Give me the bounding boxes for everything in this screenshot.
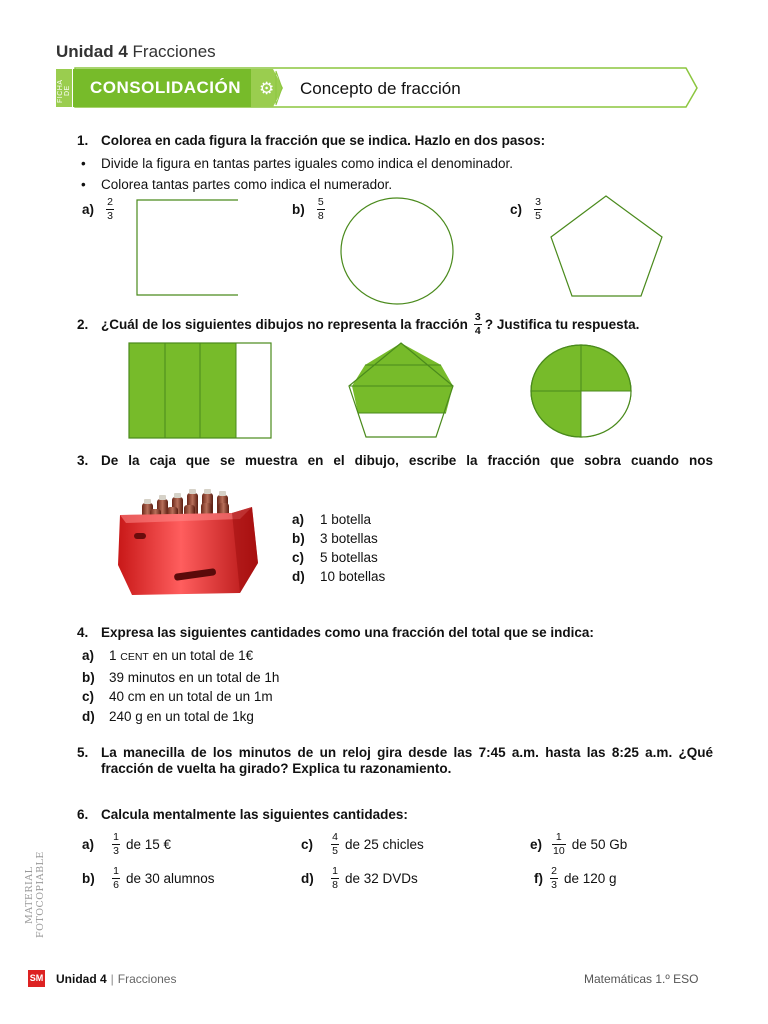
item-text: 240 g en un total de 1kg bbox=[109, 708, 254, 724]
item-text-post: en un total de 1€ bbox=[148, 648, 254, 663]
pentagon-option[interactable] bbox=[347, 341, 455, 440]
item-text: de 32 DVDs bbox=[345, 871, 418, 886]
option-text: 5 botellas bbox=[320, 550, 378, 565]
footer-unit-label: Unidad 4 bbox=[56, 972, 107, 986]
q1-bullet-1: • Divide la figura en tantas partes iguales como indica el denominador. bbox=[101, 156, 513, 171]
q6-number: 6. bbox=[77, 807, 89, 822]
fraction-denominator: 10 bbox=[553, 845, 565, 857]
footer-topic: Fracciones bbox=[117, 972, 177, 986]
q2-text-before: ¿Cuál de los siguientes dibujos no representa la fracción bbox=[101, 317, 468, 332]
circle-option[interactable] bbox=[529, 343, 633, 439]
q4-items bbox=[82, 646, 279, 726]
section-label: CONSOLIDACIÓN bbox=[90, 78, 241, 97]
q5-line-1: La manecilla de los minutos de un reloj gira desde las 7:45 a.m. hasta las 8:25 a.m. ¿Qué bbox=[101, 745, 713, 760]
pentagon-figure[interactable] bbox=[548, 193, 666, 299]
option-label: c) bbox=[292, 550, 305, 565]
footer-unit bbox=[56, 972, 176, 986]
q1-item-b-label: b) bbox=[292, 202, 305, 217]
q1-number: 1. bbox=[77, 133, 89, 148]
fraction-numerator: 4 bbox=[332, 831, 338, 843]
q4-statement bbox=[77, 625, 594, 640]
item-label: c) bbox=[301, 837, 314, 852]
item-text: 40 cm en un total de un 1m bbox=[109, 689, 273, 704]
footer-subject: Matemáticas 1.º ESO bbox=[584, 972, 699, 986]
item-label: d) bbox=[82, 708, 95, 724]
q4-item-d bbox=[82, 707, 279, 727]
option-text: 3 botellas bbox=[320, 531, 378, 546]
item-text: 39 minutos en un total de 1h bbox=[109, 669, 280, 685]
footer-separator: | bbox=[110, 972, 114, 986]
item-text: de 120 g bbox=[564, 871, 617, 886]
fraction-numerator: 3 bbox=[535, 196, 541, 208]
q6-item-e bbox=[530, 832, 627, 857]
option-text: 1 botella bbox=[320, 512, 372, 527]
square-figure[interactable] bbox=[136, 199, 240, 297]
q1-item-b bbox=[292, 197, 325, 222]
q1-text: Colorea en cada figura la fracción que se indica. Hazlo en dos pasos: bbox=[101, 133, 546, 148]
q2-text-after: ? Justifica tu respuesta. bbox=[484, 317, 640, 332]
q3-statement bbox=[77, 453, 713, 468]
q1-statement bbox=[77, 133, 545, 148]
fraction-denominator: 8 bbox=[317, 210, 324, 222]
item-text: de 15 € bbox=[126, 837, 172, 852]
q4-number: 4. bbox=[77, 625, 89, 640]
fraction bbox=[112, 832, 120, 857]
unit-title bbox=[56, 42, 216, 62]
q1-item-a bbox=[82, 197, 114, 222]
fraction bbox=[331, 832, 339, 857]
option-label: d) bbox=[292, 569, 305, 584]
q3-option-c[interactable] bbox=[292, 548, 385, 567]
q1-item-c-label: c) bbox=[510, 202, 523, 217]
item-label: a) bbox=[82, 648, 95, 663]
q3-options bbox=[292, 510, 385, 586]
bottle-crate-image bbox=[112, 485, 268, 600]
q6-item-c bbox=[301, 832, 424, 857]
unit-topic: Fracciones bbox=[132, 42, 216, 61]
sm-logo: SM bbox=[28, 970, 45, 987]
concept-title: Concepto de fracción bbox=[300, 79, 461, 98]
q4-item-b bbox=[82, 668, 279, 688]
fraction-denominator: 5 bbox=[332, 845, 338, 857]
fraction bbox=[317, 197, 325, 222]
q1-bullet-2: • Colorea tantas partes como indica el numerador. bbox=[101, 177, 392, 192]
fraction-numerator: 1 bbox=[555, 831, 562, 843]
q1-item-a-label: a) bbox=[82, 202, 95, 217]
item-label: a) bbox=[82, 837, 95, 852]
fraction bbox=[534, 197, 542, 222]
q2-number: 2. bbox=[77, 317, 89, 332]
q3-text: De la caja que se muestra en el dibujo, escribe la fracción que sobra cuando nos bbox=[101, 453, 713, 468]
q3-number: 3. bbox=[77, 453, 89, 468]
item-label: e) bbox=[530, 837, 543, 852]
item-label: d) bbox=[301, 871, 314, 886]
q1-item-c bbox=[510, 197, 542, 222]
item-text-smallcaps: CENT bbox=[120, 651, 149, 663]
q4-item-a bbox=[82, 646, 279, 668]
photocopiable-label: MATERIAL FOTOCOPIABLE bbox=[24, 851, 46, 939]
item-text: de 30 alumnos bbox=[126, 871, 215, 886]
fraction-denominator: 3 bbox=[107, 210, 113, 222]
fraction-denominator: 6 bbox=[113, 879, 119, 891]
item-text-pre: 1 bbox=[109, 648, 121, 663]
fraction bbox=[112, 866, 120, 891]
q6-text: Calcula mentalmente las siguientes cantidades: bbox=[101, 807, 408, 822]
q5-number: 5. bbox=[77, 745, 89, 760]
ficha-label: FICHA DE bbox=[57, 79, 71, 103]
q2-statement bbox=[77, 312, 639, 337]
q4-text: Expresa las siguientes cantidades como una fracción del total que se indica: bbox=[101, 625, 594, 640]
fraction bbox=[331, 866, 339, 891]
fraction-denominator: 4 bbox=[474, 325, 481, 337]
fraction-numerator: 5 bbox=[317, 196, 324, 208]
item-label: b) bbox=[82, 871, 95, 886]
q6-item-f bbox=[534, 866, 617, 891]
fraction-denominator: 5 bbox=[535, 210, 541, 222]
rectangle-option[interactable] bbox=[128, 342, 274, 440]
q6-item-a bbox=[82, 832, 171, 857]
unit-label: Unidad 4 bbox=[56, 42, 128, 61]
item-label: f) bbox=[534, 871, 543, 886]
item-text: de 25 chicles bbox=[345, 837, 424, 852]
option-label: a) bbox=[292, 512, 305, 527]
q6-item-b bbox=[82, 866, 215, 891]
q5-statement bbox=[77, 745, 713, 776]
fraction-denominator: 8 bbox=[332, 879, 338, 891]
fraction-denominator: 3 bbox=[551, 879, 557, 891]
fraction-numerator: 3 bbox=[474, 311, 481, 323]
q6-item-d bbox=[301, 866, 418, 891]
fraction bbox=[550, 866, 558, 891]
gear-icon: ⚙ bbox=[259, 79, 275, 98]
circle-figure[interactable] bbox=[339, 196, 455, 306]
q3-option-b[interactable] bbox=[292, 529, 385, 548]
option-label: b) bbox=[292, 531, 305, 546]
fraction-numerator: 1 bbox=[113, 831, 119, 843]
fraction-denominator: 3 bbox=[113, 845, 119, 857]
q6-statement bbox=[77, 807, 408, 822]
fraction-numerator: 1 bbox=[332, 865, 338, 877]
q5-line-2: fracción de vuelta ha girado? Explica tu razonamiento. bbox=[101, 761, 452, 776]
q3-option-a[interactable] bbox=[292, 510, 385, 529]
fraction-numerator: 2 bbox=[107, 196, 113, 208]
q4-item-c bbox=[82, 687, 279, 707]
item-label: c) bbox=[82, 689, 95, 704]
option-text: 10 botellas bbox=[320, 569, 386, 584]
fraction-numerator: 1 bbox=[113, 865, 119, 877]
item-label: b) bbox=[82, 669, 95, 685]
fraction bbox=[106, 197, 114, 222]
fraction bbox=[552, 832, 566, 857]
q3-option-d[interactable] bbox=[292, 567, 385, 586]
fraction-numerator: 2 bbox=[551, 865, 557, 877]
fraction bbox=[474, 312, 482, 337]
item-text: de 50 Gb bbox=[571, 837, 628, 852]
